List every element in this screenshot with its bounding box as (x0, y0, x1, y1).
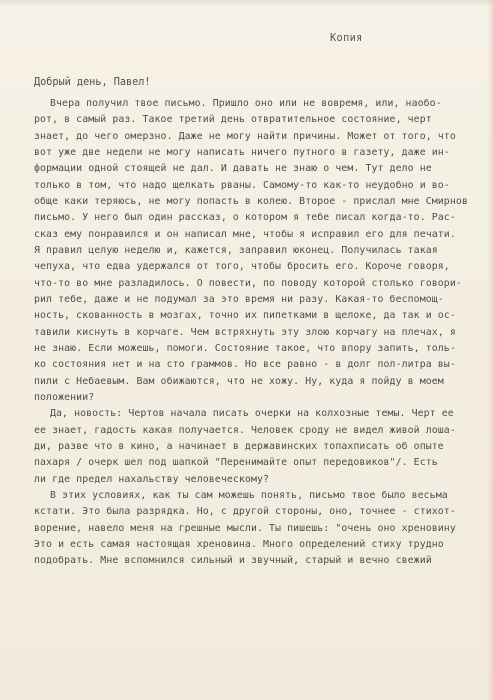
text-line: не знаю. Если можешь, помоги. Состояние такое, что впору запить, толь- (34, 342, 456, 354)
document-header: Копия (330, 33, 363, 44)
text-line: Это и есть самая настоящая хреновина. Много определений стиху трудно (34, 538, 444, 550)
text-line: знает, до чего омерзно. Даже не могу найти причины. Может от того, что (34, 130, 456, 142)
text-line: Вчера получил твое письмо. Пришло оно или не вовремя, или, наобо- (50, 98, 442, 109)
text-line: кстати. Это была разрядка. Но, с другой стороны, оно, точнее - стихот- (34, 506, 456, 518)
text-line: ворение, навело меня на грешные мысли. Ты пишешь: "очень оно хреновину (34, 522, 456, 534)
text-line: ко состояния нет и на сто граммов. Но все равно - в долг пол-литра вы- (34, 359, 456, 371)
letter-body (34, 96, 486, 570)
text-line: только в том, что надо щелкать рваны. Самому-то как-то неудобно и во- (34, 179, 450, 191)
text-line: чепуха, что едва удержался от того, чтобы бросить его. Короче говоря, (34, 261, 450, 273)
text-line: пахаря / очерк шел под шапкой "Перенимайте опыт передовиков"/. Есть (34, 457, 438, 469)
text-line: сказ ему понравился и он написал мне, чтобы я исправил его для печати. (34, 228, 456, 240)
text-line: обще каки теряюсь, не могу попасть в колею. Второе - прислал мне Смирнов (34, 195, 468, 207)
text-line: рот, в самый раз. Такое третий день отвратительное состояние, черт (34, 114, 432, 126)
text-line: вот уже две недели не могу написать ничего путного в газету, даже ин- (34, 146, 450, 158)
text-line: формации одной стоящей не дал. И давать не знаю о чем. Тут дело не (34, 163, 432, 175)
text-line: ли где предел нахальству человеческому? (34, 473, 270, 485)
text-line: что-то во мне разладилось. О повести, по поводу которой столько говори- (34, 277, 462, 289)
text-line: ность, скованность в мозгах, точно их пипетками в щелоке, да так и ос- (34, 310, 456, 322)
salutation: Добрый день, Павел! (34, 77, 151, 88)
text-line: Да, новость: Чертов начала писать очерки на колхозные темы. Черт ее (50, 408, 454, 420)
text-line: пили с Небаевым. Вам обижаются, что не хожу. Ну, куда я пойду в моем (34, 375, 444, 387)
paper-edge-top (0, 0, 493, 6)
text-line: положении? (34, 391, 95, 403)
text-line: Я правил целую неделю и, кажется, заправил юконец. Получилась такая (34, 244, 438, 256)
text-line: письмо. У него был один рассказ, о котором я тебе писал когда-то. Рас- (34, 212, 456, 224)
text-line: ди, разве что в кино, а начинает в державинских топахписать об опыте (34, 440, 444, 452)
text-line: ее знает, гадость какая получается. Человек сроду не видел живой лоша- (34, 424, 456, 436)
paper-edge-right (487, 0, 493, 700)
text-line: тавили киснуть в корчаге. Чем встряхнуть эту злою корчагу на плечах, я (34, 326, 456, 338)
text-line: В этих условиях, как ты сам можешь понять, письмо твое было весьма (50, 489, 448, 501)
text-line: рил тебе, даже и не подумал за это время ни разу. Какая-то беспомощ- (34, 293, 444, 305)
text-line: подобрать. Мне вспомнился сильный и звучный, старый и вечно свежий (34, 555, 432, 567)
